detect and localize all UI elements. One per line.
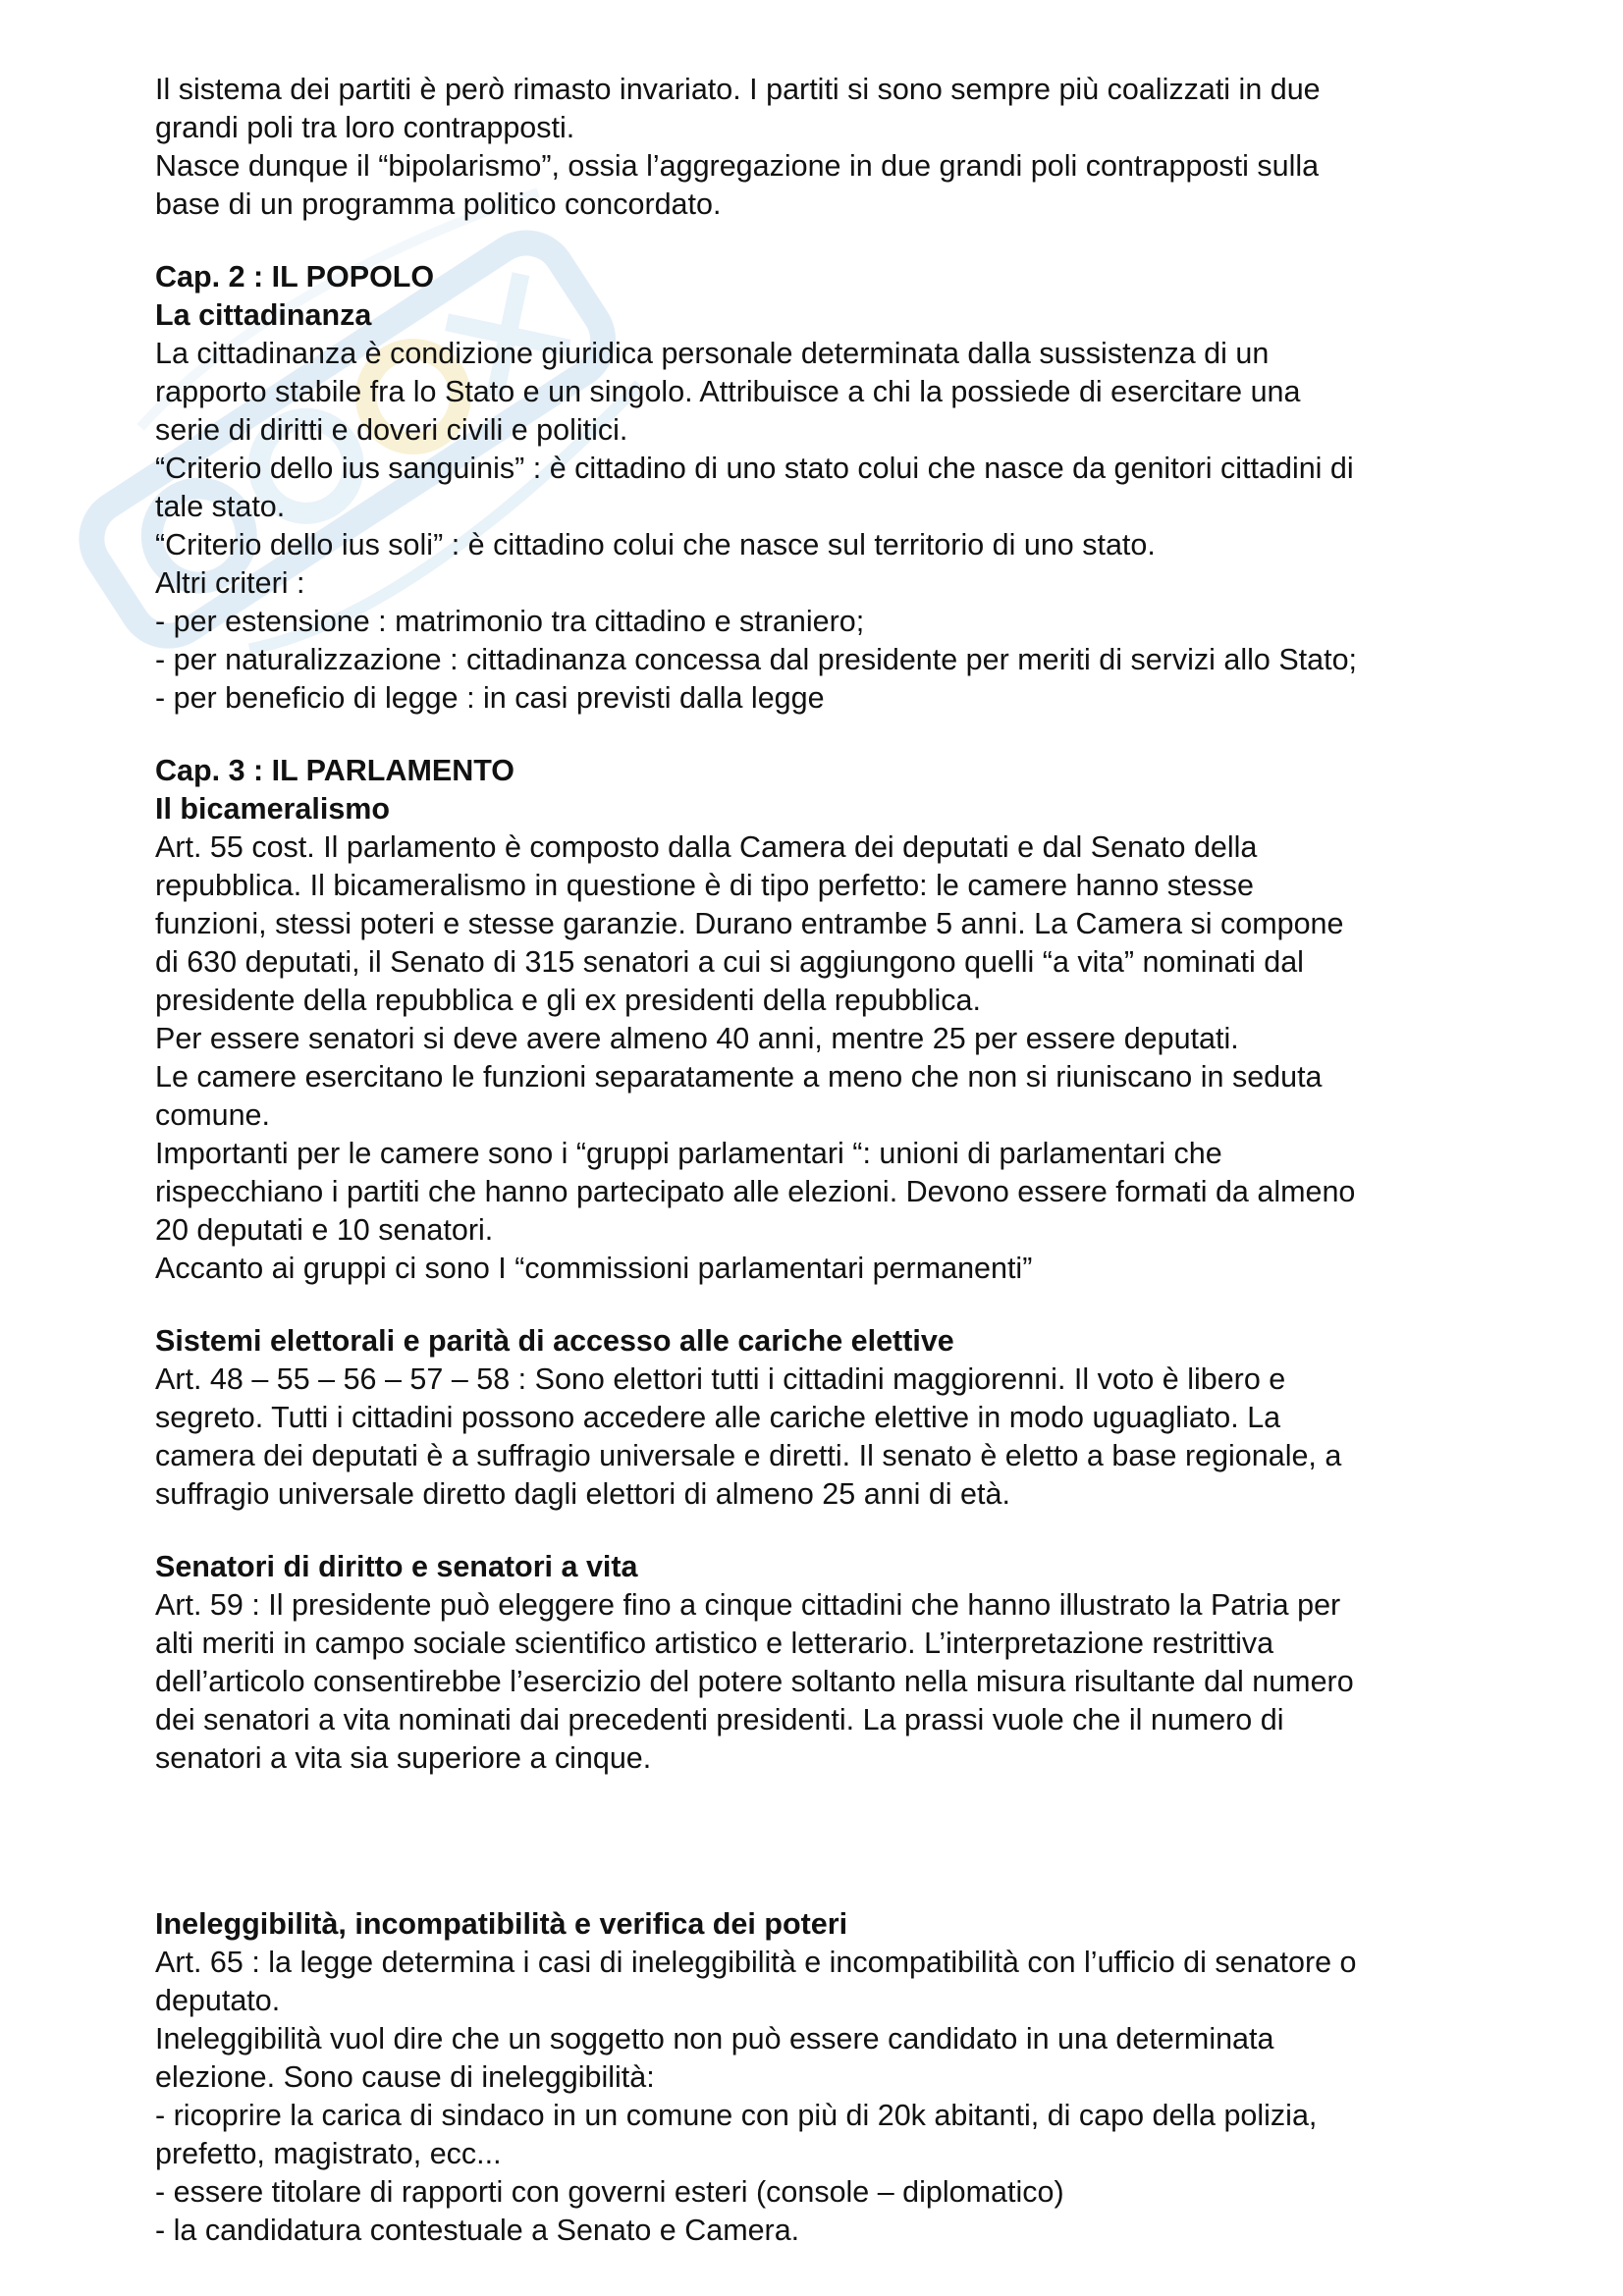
paragraph-line: Importanti per le camere sono i “gruppi parlamentari “: unioni di parlamentari che [155,1137,1222,1170]
paragraph-line: Nasce dunque il “bipolarismo”, ossia l’aggregazione in due grandi poli contrapposti sulla [155,149,1320,183]
list-item: - per naturalizzazione : cittadinanza concessa dal presidente per meriti di servizi allo Stato; [155,643,1358,676]
list-item: - la candidatura contestuale a Senato e Camera. [155,2214,800,2247]
paragraph-line: grandi poli tra loro contrapposti. [155,111,575,144]
paragraph-line: Art. 59 : Il presidente può eleggere fino a cinque cittadini che hanno illustrato la Patria per [155,1588,1341,1622]
section-subtitle: Il bicameralismo [155,792,391,826]
paragraph-line: Le camere esercitano le funzioni separatamente a meno che non si riuniscano in seduta [155,1060,1323,1094]
paragraph-line: camera dei deputati è a suffragio universale e diretti. Il senato è eletto a base regionale, a [155,1439,1342,1472]
section-subtitle: Ineleggibilità, incompatibilità e verifica dei poteri [155,1907,848,1941]
section-subtitle: Sistemi elettorali e parità di accesso alle cariche elettive [155,1324,954,1358]
paragraph-line: serie di diritti e doveri civili e politici. [155,413,628,447]
list-item: - per beneficio di legge : in casi previsti dalla legge [155,681,825,715]
section-ineleggibilita [155,1905,1490,2250]
chapter-title: Cap. 2 : IL POPOLO [155,260,435,294]
paragraph-line: deputato. [155,1984,281,2017]
paragraph-line: presidente della repubblica e gli ex presidenti della repubblica. [155,984,981,1017]
paragraph-line: Art. 55 cost. Il parlamento è composto dalla Camera dei deputati e dal Senato della [155,830,1258,864]
paragraph-line: dell’articolo consentirebbe l’esercizio del potere soltanto nella misura risultante dal numero [155,1665,1354,1698]
paragraph-line: Accanto ai gruppi ci sono I “commissioni parlamentari permanenti” [155,1252,1033,1285]
paragraph-line: di 630 deputati, il Senato di 315 senatori a cui si aggiungono quelli “a vita” nominati dal [155,945,1304,979]
paragraph-line: elezione. Sono cause di ineleggibilità: [155,2060,655,2094]
section-spacer [155,1288,1490,1322]
section-spacer [155,1778,1490,1905]
intro-section [155,71,1490,224]
paragraph-line: Art. 65 : la legge determina i casi di ineleggibilità e incompatibilità con l’ufficio di senatore o [155,1946,1357,1979]
section-spacer [155,718,1490,752]
paragraph-line: comune. [155,1098,270,1132]
list-item: - essere titolare di rapporti con governi esteri (console – diplomatico) [155,2175,1064,2209]
paragraph-line: 20 deputati e 10 senatori. [155,1213,494,1247]
paragraph-line: tale stato. [155,490,286,523]
paragraph-line: dei senatori a vita nominati dai precedenti presidenti. La prassi vuole che il numero di [155,1703,1284,1736]
document-page [155,71,1490,2250]
paragraph-line: senatori a vita sia superiore a cinque. [155,1741,652,1775]
paragraph-line: Ineleggibilità vuol dire che un soggetto non può essere candidato in una determinata [155,2022,1274,2056]
paragraph-line: “Criterio dello ius sanguinis” : è cittadino di uno stato colui che nasce da genitori cittadini di [155,452,1354,485]
paragraph-line: alti meriti in campo sociale scientifico artistico e letterario. L’interpretazione restrittiva [155,1627,1274,1660]
paragraph-line: rispecchiano i partiti che hanno partecipato alle elezioni. Devono essere formati da almeno [155,1175,1356,1208]
list-item: - ricoprire la carica di sindaco in un comune con più di 20k abitanti, di capo della polizia, [155,2099,1318,2132]
paragraph-line: La cittadinanza è condizione giuridica personale determinata dalla sussistenza di un [155,337,1270,370]
section-subtitle: La cittadinanza [155,298,372,332]
list-item: - per estensione : matrimonio tra cittadino e straniero; [155,605,865,638]
section-spacer [155,1514,1490,1548]
section-spacer [155,224,1490,258]
paragraph-line: suffragio universale diretto dagli elettori di almeno 25 anni di età. [155,1477,1010,1511]
paragraph-line: repubblica. Il bicameralismo in questione è di tipo perfetto: le camere hanno stesse [155,869,1254,902]
section-sistemi-elettorali [155,1322,1490,1514]
paragraph-line: “Criterio dello ius soli” : è cittadino colui che nasce sul territorio di uno stato. [155,528,1156,561]
paragraph-line: Il sistema dei partiti è però rimasto invariato. I partiti si sono sempre più coalizzati in due [155,73,1321,106]
section-senatori [155,1548,1490,1778]
paragraph-line: Art. 48 – 55 – 56 – 57 – 58 : Sono elettori tutti i cittadini maggiorenni. Il voto è libero e [155,1362,1286,1396]
paragraph-line: Altri criteri : [155,566,305,600]
paragraph-line: prefetto, magistrato, ecc... [155,2137,502,2170]
paragraph-line: Per essere senatori si deve avere almeno 40 anni, mentre 25 per essere deputati. [155,1022,1239,1055]
paragraph-line: segreto. Tutti i cittadini possono accedere alle cariche elettive in modo uguagliato. La [155,1401,1281,1434]
section-subtitle: Senatori di diritto e senatori a vita [155,1550,638,1583]
section-cap3 [155,752,1490,1288]
section-cap2 [155,258,1490,718]
chapter-title: Cap. 3 : IL PARLAMENTO [155,754,515,787]
paragraph-line: base di un programma politico concordato. [155,187,722,221]
paragraph-line: funzioni, stessi poteri e stesse garanzie. Durano entrambe 5 anni. La Camera si compone [155,907,1344,940]
paragraph-line: rapporto stabile fra lo Stato e un singolo. Attribuisce a chi la possiede di esercitare una [155,375,1301,408]
